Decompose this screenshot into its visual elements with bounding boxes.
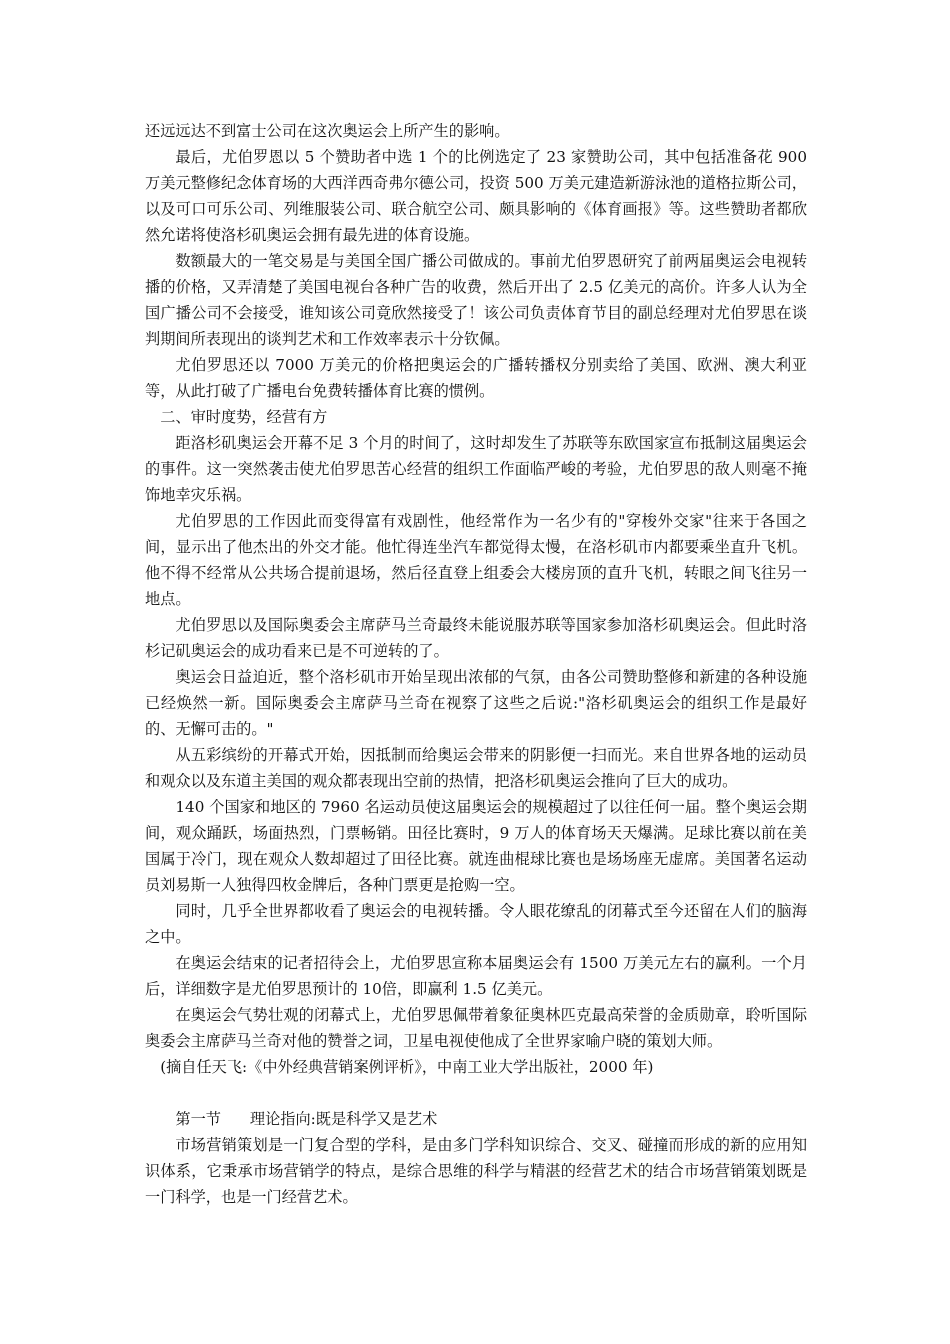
section-paragraph: 市场营销策划是一门复合型的学科，是由多门学科知识综合、交叉、碰撞而形成的新的应用知识体系，它秉承市场营销学的特点，是综合思维的科学与精湛的经营艺术的结合市场营销策划既是一门科学，也是一门经营艺术。: [145, 1136, 807, 1206]
body-paragraph: 尤伯罗思以及国际奥委会主席萨马兰奇最终未能说服苏联等国家参加洛杉矶奥运会。但此时洛杉记矶奥运会的成功看来已是不可逆转的了。: [145, 616, 807, 660]
body-paragraph: 还远远达不到富士公司在这次奥运会上所产生的影响。: [145, 122, 510, 140]
body-paragraph: 从五彩缤纷的开幕式开始，因抵制而给奥运会带来的阴影便一扫而光。来自世界各地的运动员和观众以及东道主美国的观众都表现出空前的热情，把洛杉矶奥运会推向了巨大的成功。: [145, 746, 807, 790]
body-paragraph: 数额最大的一笔交易是与美国全国广播公司做成的。事前尤伯罗恩研究了前两届奥运会电视转播的价格，又弄清楚了美国电视台各种广告的收费，然后开出了 2.5 亿美元的高价。许多人认为全国广播公司不会接受，谁知该公司竟欣然接受了！该公司负责体育节目的副总经理对尤伯罗思在谈判期间所表现出的谈判艺术和工作效率表示十分钦佩。: [145, 252, 807, 348]
body-paragraph: 奥运会日益迫近，整个洛杉矶市开始呈现出浓郁的气氛，由各公司赞助整修和新建的各种设施已经焕然一新。国际奥委会主席萨马兰奇在视察了这些之后说:"洛杉矶奥运会的组织工作是最好的、无懈可击的。": [145, 668, 807, 738]
section-title: 第一节 理论指向:既是科学又是艺术: [175, 1110, 438, 1128]
blank-line: [145, 1080, 807, 1106]
body-paragraph: 尤伯罗思还以 7000 万美元的价格把奥运会的广播转播权分别卖给了美国、欧洲、澳大利亚等，从此打破了广播电台免费转播体育比赛的惯例。: [145, 356, 807, 400]
subsection-heading: 二、审时度势，经营有方: [160, 408, 328, 426]
source-citation: (摘自任天飞:《中外经典营销案例评析》，中南工业大学出版社，2000 年): [160, 1058, 654, 1076]
body-paragraph: 距洛杉矶奥运会开幕不足 3 个月的时间了，这时却发生了苏联等东欧国家宣布抵制这届奥运会的事件。这一突然袭击使尤伯罗思苦心经营的组织工作面临严峻的考验，尤伯罗思的敌人则毫不掩饰地幸灾乐祸。: [145, 434, 807, 504]
document-body: [145, 118, 807, 1210]
body-paragraph: 在奥运会结束的记者招待会上，尤伯罗思宣称本届奥运会有 1500 万美元左右的赢利。一个月后，详细数字是尤伯罗思预计的 10倍，即赢利 1.5 亿美元。: [145, 954, 807, 998]
body-paragraph: 尤伯罗思的工作因此而变得富有戏剧性，他经常作为一名少有的"穿梭外交家"往来于各国之间，显示出了他杰出的外交才能。他忙得连坐汽车都觉得太慢，在洛杉矶市内都要乘坐直升飞机。他不得不经常从公共场合提前退场，然后径直登上组委会大楼房顶的直升飞机，转眼之间飞往另一地点。: [145, 512, 807, 608]
body-paragraph: 最后，尤伯罗恩以 5 个赞助者中选 1 个的比例选定了 23 家赞助公司，其中包括准备花 900 万美元整修纪念体育场的大西洋西奇弗尔德公司，投资 500 万美元建造新游泳池的道格拉斯公司，以及可口可乐公司、列维服装公司、联合航空公司、颇具影响的《体育画报》等。这些赞助者都欣然允诺将使洛杉矶奥运会拥有最先进的体育设施。: [145, 148, 807, 244]
body-paragraph: 同时，几乎全世界都收看了奥运会的电视转播。令人眼花缭乱的闭幕式至今还留在人们的脑海之中。: [145, 902, 807, 946]
body-paragraph: 在奥运会气势壮观的闭幕式上，尤伯罗思佩带着象征奥林匹克最高荣誉的金质勋章，聆听国际奥委会主席萨马兰奇对他的赞誉之词，卫星电视使他成了全世界家喻户晓的策划大师。: [145, 1006, 807, 1050]
body-paragraph: 140 个国家和地区的 7960 名运动员使这届奥运会的规模超过了以往任何一届。整个奥运会期间，观众踊跃，场面热烈，门票畅销。田径比赛时，9 万人的体育场天天爆满。足球比赛以前在美国属于冷门，现在观众人数却超过了田径比赛。就连曲棍球比赛也是场场座无虚席。美国著名运动员刘易斯一人独得四枚金牌后，各种门票更是抢购一空。: [145, 798, 807, 894]
